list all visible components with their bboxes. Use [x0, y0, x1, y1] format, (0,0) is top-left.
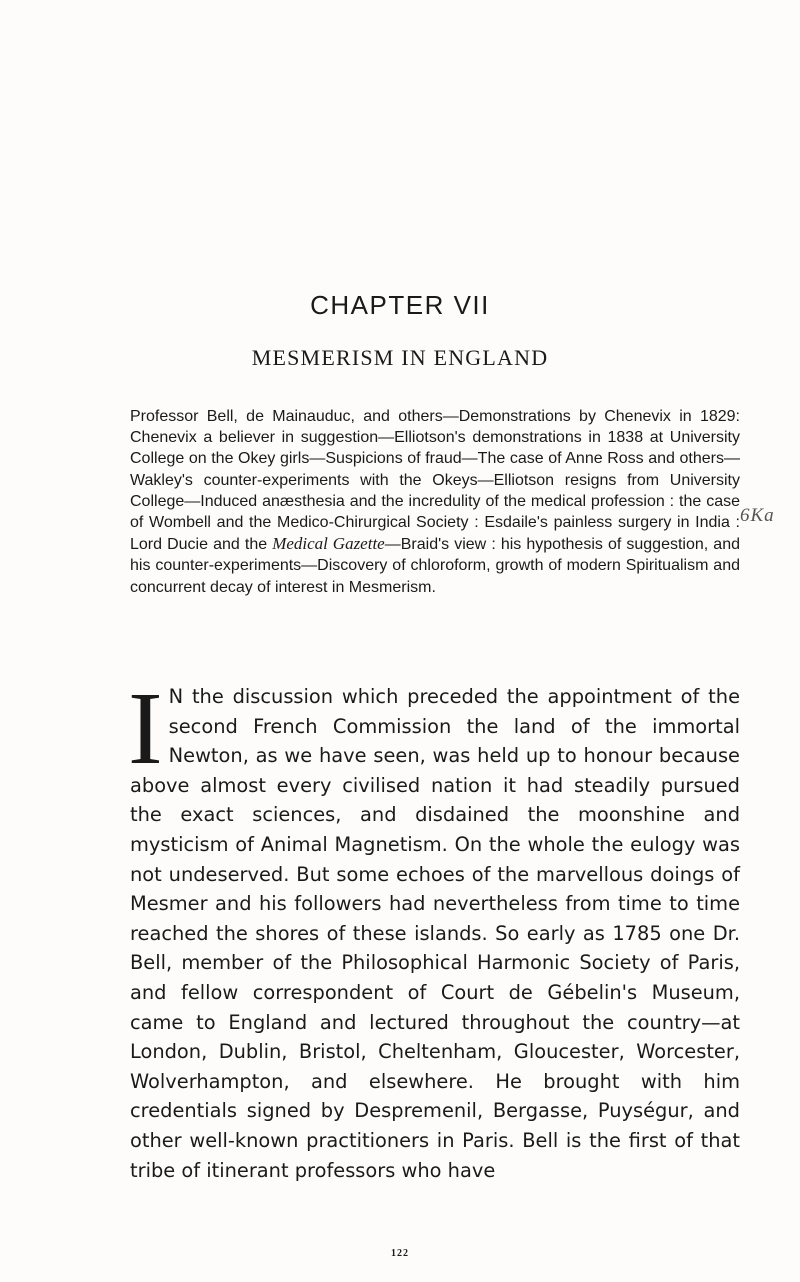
summary-text-part1: Professor Bell, de Mainauduc, and others—Demonstrations by Chenevix in 1829: Chenevix a believer in suggestion—Elliotson's demonstrations in 1838 at University College on the Okey girls—Suspicions of fraud—The case of Anne Ross and others—Wakley's counter-experiments with the Okeys—Elliotson resigns from University College—Induced anæsthesia and the incredulity of the medical profession : the case of Wombell and the Medico-Chirurgical Society : Esdaile's painless surgery in India : Lord Ducie and the — [130, 408, 740, 554]
page-number: 122 — [391, 1248, 409, 1259]
chapter-number: CHAPTER VII — [310, 290, 490, 320]
body-text: N the discussion which preceded the appointment of the second French Commission the land of the immortal Newton, as we have seen, was held up to honour because above almost every civilised nation it had steadily pursued the exact sciences, and disdained the moonshine and mysticism of Animal Magnetism. On the whole the eulogy was not undeserved. But some echoes of the marvellous doings of Mesmer and his followers had nevertheless from time to time reached the shores of these islands. So early as 1785 one Dr. Bell, member of the Philosophical Harmonic Society of Paris, and fellow correspondent of Court de Gébelin's Museum, came to England and lectured throughout the country—at London, Dublin, Bristol, Cheltenham, Gloucester, Worcester, Wolverhampton, and elsewhere. He brought with him credentials signed by Despremenil, Bergasse, Puységur, and other well-known practitioners in Paris. Bell is the first of that tribe of itinerant professors who have — [130, 685, 740, 1182]
chapter-title: MESMERISM IN ENGLAND — [251, 345, 549, 370]
summary-italic-title: Medical Gazette — [272, 534, 385, 554]
body-paragraph — [128, 671, 740, 1185]
chapter-summary — [130, 406, 740, 598]
handwritten-margin-note: 6Ka — [740, 505, 775, 526]
summary-text-part2: —Braid's view : his hypothesis of suggestion, and his counter-experiments—Discovery of chloroform, growth of modern Spiritualism and concurrent decay of interest in Mesmerism. — [130, 536, 740, 596]
drop-cap: I — [128, 671, 163, 786]
